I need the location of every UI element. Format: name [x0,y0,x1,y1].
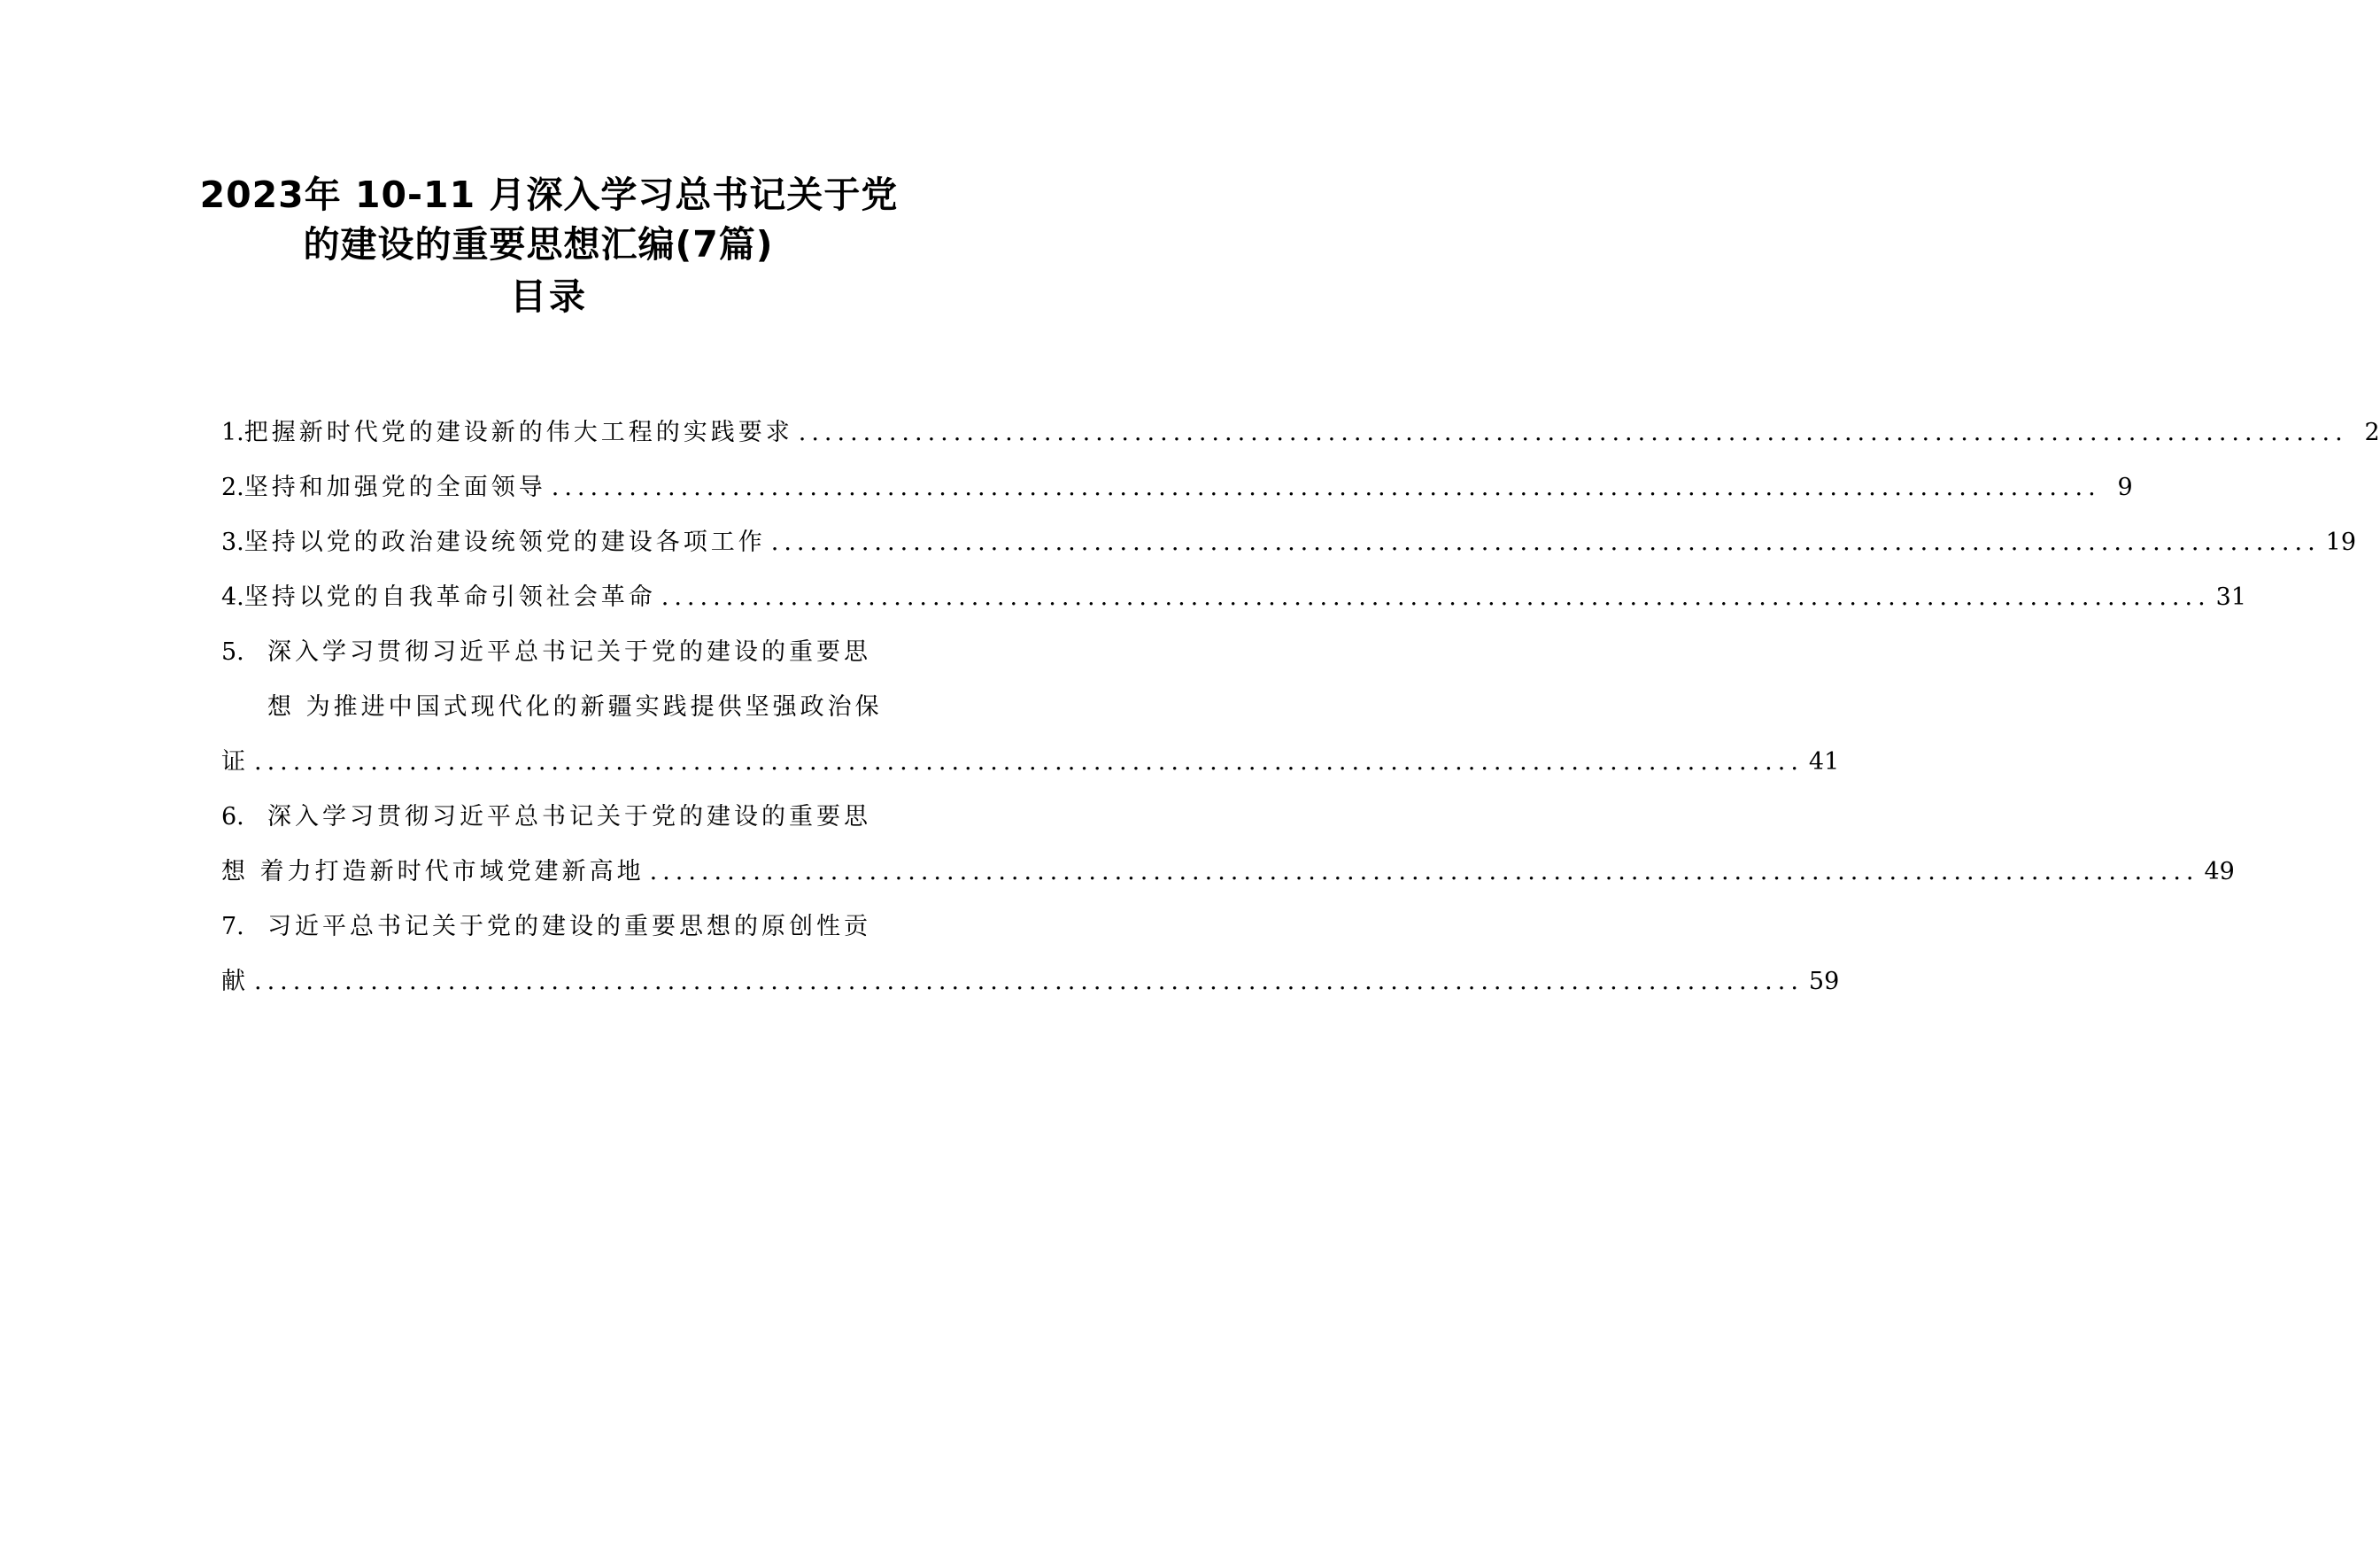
toc-entry-line [221,845,2235,900]
toc-entry-number: 7. [221,913,244,940]
toc-entry-title: 想 为推进中国式现代化的新疆实践提供坚强政治保 [267,693,883,721]
toc-entry[interactable] [221,790,2235,900]
toc-dot-leader: ........................................................................................................................ [551,474,2101,501]
toc-dot-leader: ........................................................................................................................ [770,529,2321,556]
toc-page-number: 2 [2364,419,2380,446]
toc-entry-title: 献 [221,968,249,995]
toc-entry-title: 把握新时代党的建设新的伟大工程的实践要求 [243,419,793,446]
toc-page-number: 49 [2204,858,2235,885]
toc-entry-line [221,570,2247,625]
toc-dot-leader: ........................................................................................................................ [254,748,1804,776]
toc-entry-title: 坚持和加强党的全面领导 [243,474,546,501]
toc-entry-title: 证 [221,748,249,776]
toc-dot-leader: ........................................................................................................................ [649,858,2199,885]
toc-entry-title: 想 着力打造新时代市域党建新高地 [221,858,645,885]
toc-page-number: 41 [1808,748,1840,776]
toc-entry-line [221,680,921,735]
toc-entry-line [221,954,1840,1009]
toc-entry-title: 坚持以党的政治建设统领党的建设各项工作 [243,529,766,556]
toc-entry-title: 坚持以党的自我革命引领社会革命 [243,583,656,611]
toc-entry-number: 6. [221,803,244,831]
toc-entry[interactable] [221,460,2133,515]
toc-entry[interactable] [221,406,2380,460]
toc-dot-leader: ........................................................................................................................ [254,968,1804,995]
toc-entry-line [221,515,2357,570]
document-title-line-2: 的建设的重要思想汇编(7篇) [303,223,774,266]
toc-dot-leader: ........................................................................................................................ [661,583,2211,611]
toc-entry-title: 深入学习贯彻习近平总书记关于党的建设的重要思 [267,803,871,831]
toc-entry-line [221,406,2380,460]
table-of-contents [221,406,2380,1009]
toc-entry-title: 深入学习贯彻习近平总书记关于党的建设的重要思 [267,638,871,666]
toc-entry[interactable] [221,515,2357,570]
toc-entry-line [221,460,2133,515]
toc-entry-number: 4. [221,583,244,611]
toc-entry-number: 5. [221,638,244,666]
toc-entry-title: 习近平总书记关于党的建设的重要思想的原创性贡 [267,913,871,940]
toc-page-number: 9 [2117,474,2133,501]
title-block [142,170,956,324]
toc-page-number: 31 [2215,583,2247,611]
document-title-line-1: 2023年 10-11 月深入学习总书记关于党 [199,174,899,216]
toc-entry-number: 3. [221,529,244,556]
toc-entry-line [221,790,921,845]
toc-heading: 目录 [510,275,588,318]
toc-entry-line [221,625,921,680]
toc-page-number: 19 [2325,529,2357,556]
toc-entry[interactable] [221,625,1840,790]
toc-entry-line [221,735,1840,790]
toc-entry-line [221,900,921,954]
toc-entry-number: 2. [221,474,244,501]
toc-dot-leader: ........................................................................................................................ [798,419,2348,446]
toc-page-number: 59 [1808,968,1840,995]
toc-entry[interactable] [221,900,1840,1009]
toc-entry-number: 1. [221,419,244,446]
toc-entry[interactable] [221,570,2247,625]
